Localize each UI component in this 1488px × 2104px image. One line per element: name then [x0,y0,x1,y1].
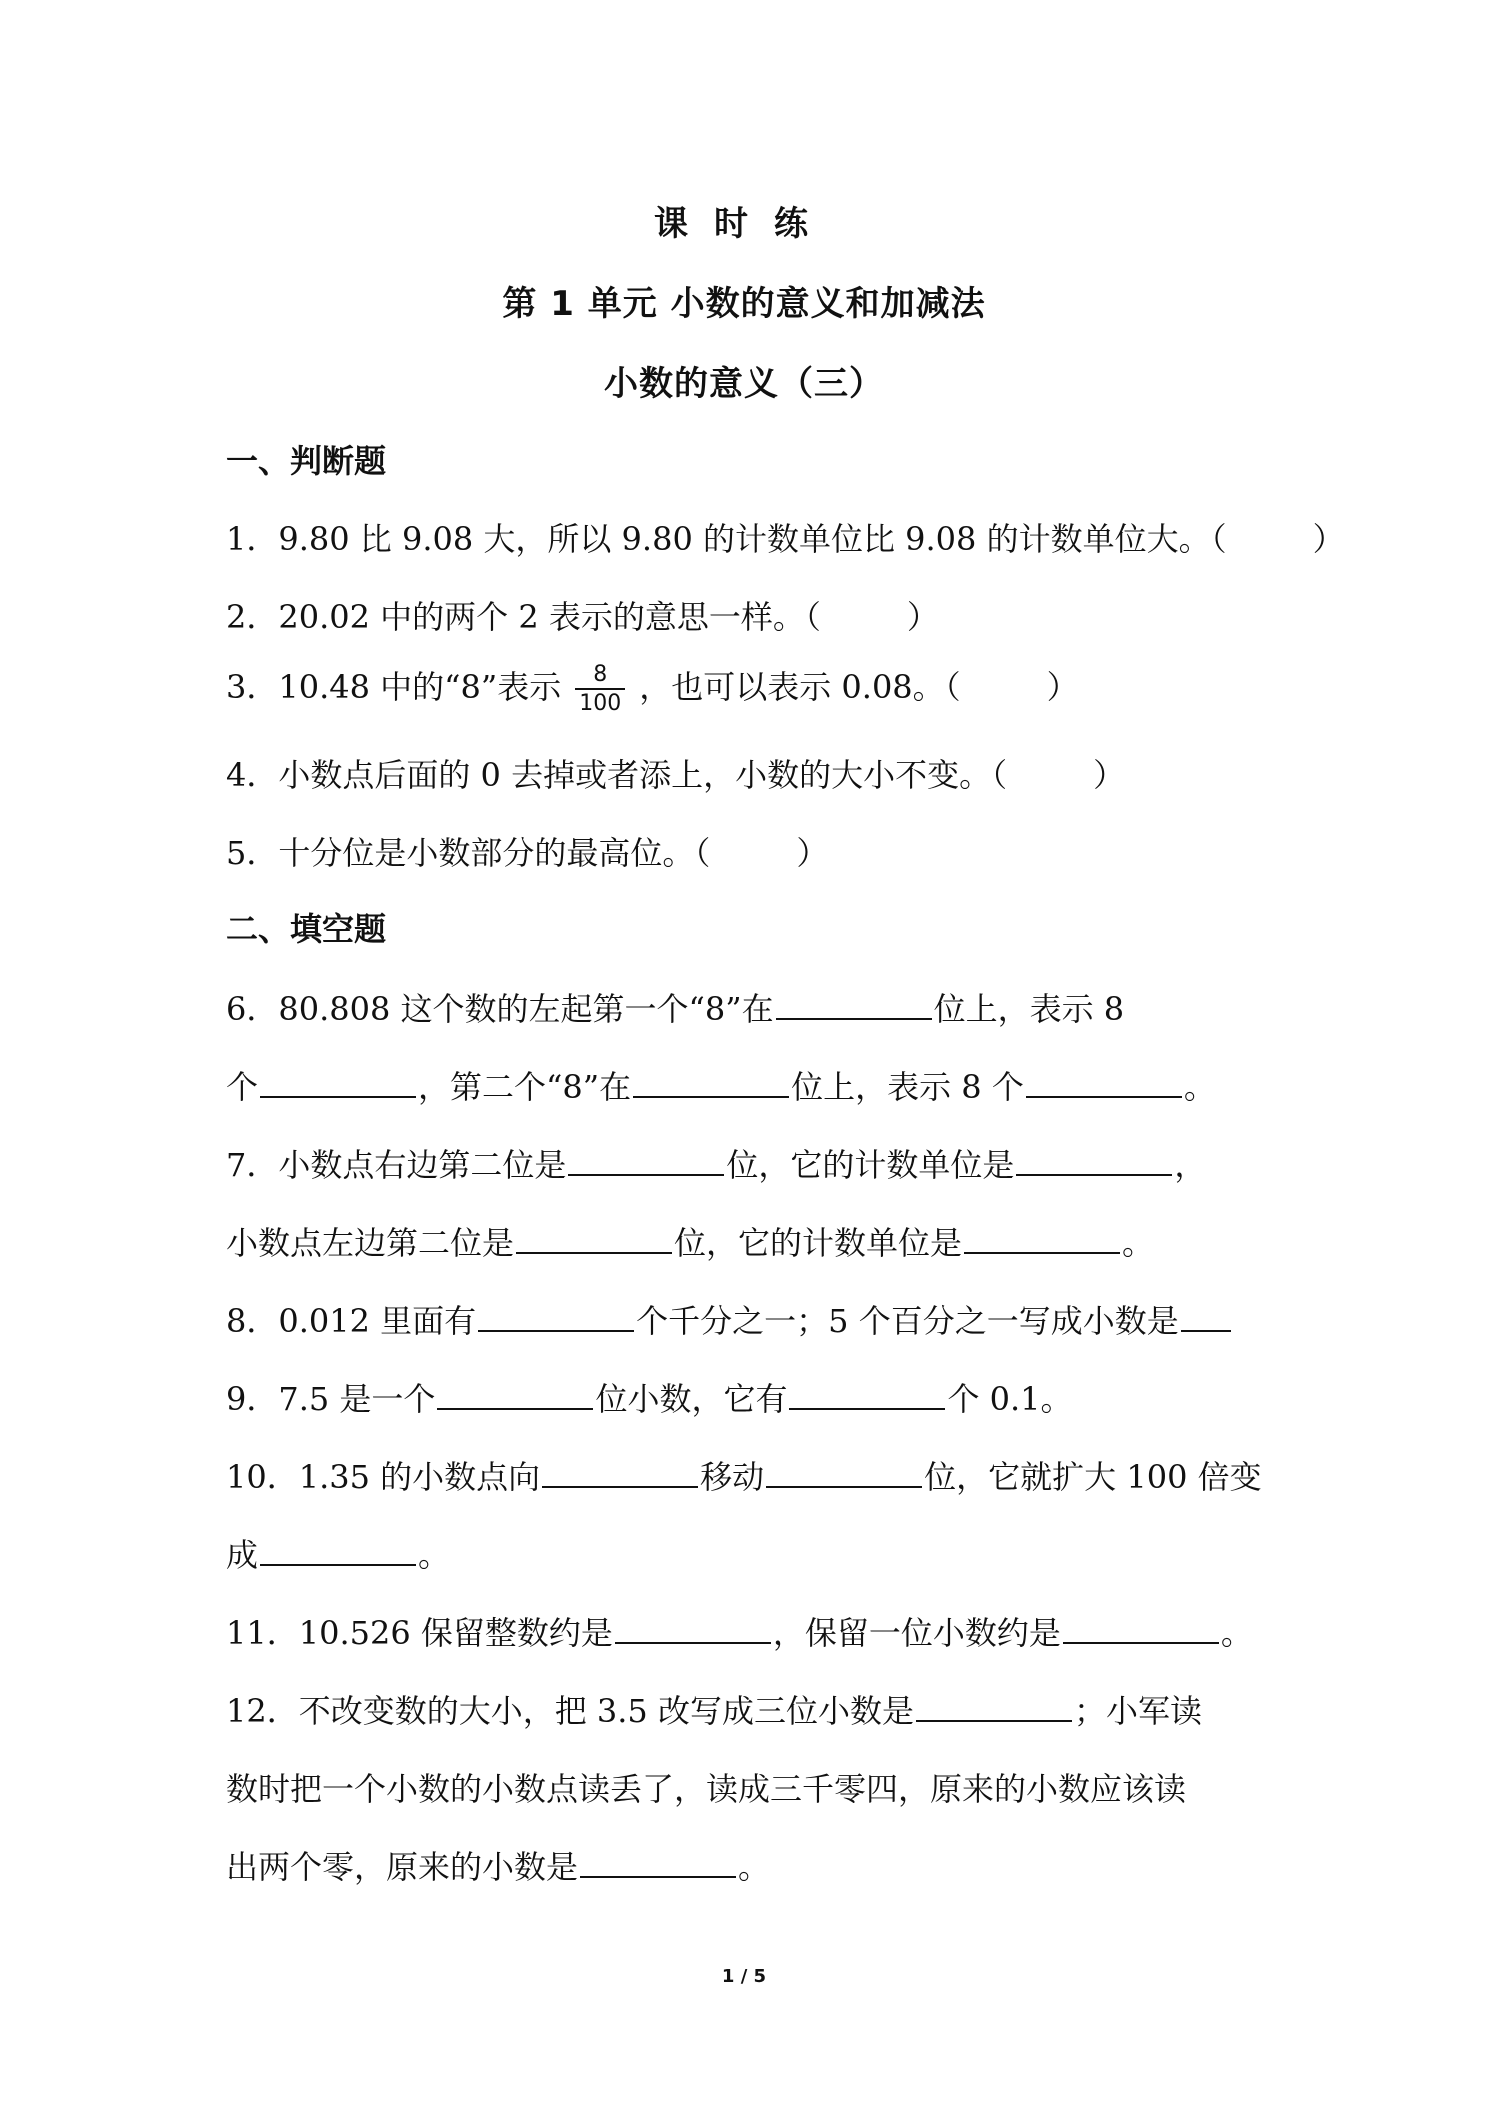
question-9-text-a: 9．7.5 是一个 [226,1380,436,1418]
answer-blank[interactable] [437,1376,593,1410]
question-7-text-a: 7．小数点右边第二位是 [226,1146,567,1184]
answer-blank[interactable] [1181,1298,1231,1332]
question-6-text-e: 位上，表示 8 个 [791,1068,1024,1106]
question-10-text-d: 成 [226,1536,259,1574]
question-12-line-1 [226,1686,1202,1732]
answer-blank[interactable] [260,1064,416,1098]
question-12-text-d: 出两个零，原来的小数是 [226,1848,579,1886]
question-7-text-c: ， [1174,1146,1207,1184]
question-6-text-b: 位上，表示 8 [933,990,1125,1028]
question-12-text-e: 。 [738,1848,771,1886]
answer-blank[interactable] [633,1064,789,1098]
question-8-text-b: 个千分之一；5 个百分之一写成小数是 [636,1302,1179,1340]
answer-blank[interactable] [542,1454,698,1488]
question-4 [226,750,1125,796]
question-12-line-2 [226,1764,1186,1810]
question-10-line-1 [226,1452,1262,1498]
question-6-text-f: 。 [1183,1068,1216,1106]
question-11-text-b: ，保留一位小数约是 [772,1614,1061,1652]
question-7-text-b: 位，它的计数单位是 [726,1146,1015,1184]
question-3 [226,662,1079,716]
answer-blank[interactable] [1026,1064,1182,1098]
question-10-text-a: 10．1.35 的小数点向 [226,1458,541,1496]
question-12-text-c: 数时把一个小数的小数点读丢了，读成三千零四，原来的小数应该读 [226,1770,1187,1808]
question-7-line-1 [226,1140,1206,1186]
answer-blank[interactable] [766,1454,922,1488]
question-7-line-2 [226,1218,1154,1264]
section-judge-heading: 一、判断题 [226,442,387,480]
page-number: 1 / 5 [721,1966,767,1987]
question-9-text-b: 位小数，它有 [595,1380,788,1418]
question-2-text: 2．20.02 中的两个 2 表示的意思一样。（ [226,598,821,636]
answer-blank[interactable] [568,1142,724,1176]
question-6-line-2 [226,1062,1216,1108]
question-1-text: 1．9.80 比 9.08 大，所以 9.80 的计数单位比 9.08 的计数单位大。（ [226,520,1227,558]
page-title: 课时练 [654,204,834,244]
fraction-denominator: 100 [575,688,625,716]
question-7-text-e: 位，它的计数单位是 [674,1224,963,1262]
question-11 [226,1608,1253,1654]
lesson-title: 小数的意义（三） [604,364,884,404]
question-12-line-3 [226,1842,770,1888]
question-8 [226,1296,1233,1342]
paren-close: ） [906,598,939,636]
question-12-text-b: ；小军读 [1073,1692,1202,1730]
question-7-text-f: 。 [1122,1224,1155,1262]
question-10-text-c: 位，它就扩大 100 倍变 [924,1458,1262,1496]
paren-close: ） [1093,756,1126,794]
question-1 [226,514,1345,560]
answer-blank[interactable] [776,986,932,1020]
fraction [575,663,625,715]
question-3-text-b: ，也可以表示 0.08。（ [639,668,961,706]
question-10-line-2 [226,1530,450,1576]
question-2 [226,592,939,638]
unit-title: 第 1 单元 小数的意义和加减法 [502,284,986,324]
question-5 [226,828,828,874]
question-12-text-a: 12．不改变数的大小，把 3.5 改写成三位小数是 [226,1692,914,1730]
paren-close: ） [1312,520,1345,558]
question-9 [226,1374,1073,1420]
answer-blank[interactable] [1063,1610,1219,1644]
answer-blank[interactable] [478,1298,634,1332]
question-4-text: 4．小数点后面的 0 去掉或者添上，小数的大小不变。（ [226,756,1008,794]
paren-close: ） [1046,668,1079,706]
question-10-text-b: 移动 [700,1458,765,1496]
answer-blank[interactable] [789,1376,945,1410]
question-5-text: 5．十分位是小数部分的最高位。（ [226,834,711,872]
question-6-text-a: 6．80.808 这个数的左起第一个“8”在 [226,990,774,1028]
answer-blank[interactable] [1016,1142,1172,1176]
question-6-line-1 [226,984,1124,1030]
fraction-numerator: 8 [593,662,608,688]
answer-blank[interactable] [964,1220,1120,1254]
question-11-text-a: 11．10.526 保留整数约是 [226,1614,613,1652]
question-9-text-c: 个 0.1。 [947,1380,1073,1418]
question-8-text-a: 8．0.012 里面有 [226,1302,477,1340]
question-11-text-c: 。 [1220,1614,1253,1652]
answer-blank[interactable] [580,1844,736,1878]
answer-blank[interactable] [916,1688,1072,1722]
question-6-text-d: ，第二个“8”在 [418,1068,632,1106]
question-10-text-e: 。 [418,1536,451,1574]
section-fill-heading: 二、填空题 [226,910,387,948]
paren-close: ） [796,834,829,872]
question-6-text-c: 个 [226,1068,259,1106]
question-3-text-a: 3．10.48 中的“8”表示 [226,668,562,706]
question-7-text-d: 小数点左边第二位是 [226,1224,515,1262]
answer-blank[interactable] [615,1610,771,1644]
answer-blank[interactable] [516,1220,672,1254]
answer-blank[interactable] [260,1532,416,1566]
